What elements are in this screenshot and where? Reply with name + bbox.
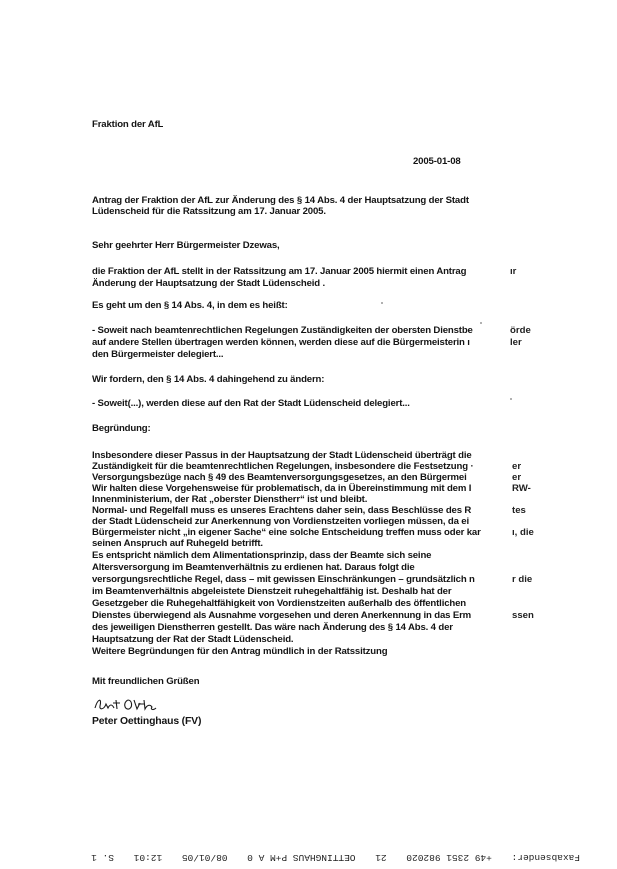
reason-line: Dienstes überwiegend als Ausnahme vorgesehen und deren Anerkennung in das Erm — [92, 610, 472, 621]
margin-fragment: ı, die — [512, 527, 534, 538]
reason-line: Weitere Begründungen für den Antrag mündlich in der Ratssitzung — [92, 646, 388, 657]
quote-margin-fragment-1: örde — [510, 325, 531, 336]
fax-number: +49 2351 982020 — [406, 852, 492, 863]
sender-line: Fraktion der AfL — [92, 119, 164, 130]
fax-sender-name: OETTINGHAUS P+M A 0 — [247, 852, 356, 863]
scan-speck — [381, 302, 383, 304]
subject-line-2: Lüdenscheid für die Ratssitzung am 17. Januar 2005. — [92, 206, 326, 217]
quote-intro: Es geht um den § 14 Abs. 4, in dem es heißt: — [92, 300, 288, 311]
reason-line: im Beamtenverhältnis abgeleistete Dienstzeit ruhegehaltfähig ist. Deshalb hat der — [92, 586, 452, 597]
reason-line: seinen Anspruch auf Ruhegeld betrifft. — [92, 538, 263, 549]
reason-line: des jeweiligen Dienstherren gestellt. Das wäre nach Änderung des § 14 Abs. 4 der — [92, 622, 453, 633]
fax-code: 21 — [375, 852, 387, 863]
reason-line: versorgungsrechtliche Regel, dass – mit gewissen Einschränkungen – grundsätzlich n — [92, 574, 475, 585]
reason-line: Hauptsatzung der Rat der Stadt Lüdenscheid. — [92, 634, 294, 645]
subject-line-1: Antrag der Fraktion der AfL zur Änderung des § 14 Abs. 4 der Hauptsatzung der Stadt — [92, 195, 469, 206]
reason-line: Es entspricht nämlich dem Alimentationsprinzip, dass der Beamte sich seine — [92, 550, 432, 561]
margin-fragment: er — [512, 472, 522, 483]
quote-margin-fragment-2: ler — [510, 337, 522, 348]
signature — [92, 694, 162, 714]
reason-line: Insbesondere dieser Passus in der Hauptsatzung der Stadt Lüdenscheid überträgt die — [92, 450, 472, 461]
signer-name: Peter Oettinghaus (FV) — [92, 716, 202, 727]
reason-line: Normal- und Regelfall muss es unseres Erachtens daher sein, dass Beschlüsse des R — [92, 505, 472, 516]
letter-date: 2005-01-08 — [413, 156, 461, 167]
margin-fragment: RW- — [512, 483, 531, 494]
fax-date: 08/01/05 — [181, 852, 228, 863]
demand-text: - Soweit(...), werden diese auf den Rat der Stadt Lüdenscheid delegiert... — [92, 398, 410, 409]
fax-sender-label: Faxabsender: — [511, 852, 580, 863]
reason-line: Innenministerium, der Rat „oberster Dienstherr“ ist und bleibt. — [92, 494, 368, 505]
reason-line: Altersversorgung im Beamtenverhältnis zu erdienen hat. Daraus folgt die — [92, 562, 415, 573]
reason-line: Wir halten diese Vorgehensweise für problematisch, da in Übereinstimmung mit dem I — [92, 483, 472, 494]
reason-line: Zuständigkeit für die beamtenrechtlichen Regelungen, insbesondere die Festsetzung · — [92, 461, 474, 472]
salutation: Sehr geehrter Herr Bürgermeister Dzewas, — [92, 240, 280, 251]
reason-line: Versorgungsbezüge nach § 49 des Beamtenversorgungsgesetzes, an den Bürgermei — [92, 472, 467, 483]
closing: Mit freundlichen Grüßen — [92, 676, 200, 687]
margin-fragment: er — [512, 461, 522, 472]
reason-line: der Stadt Lüdenscheid zur Anerkennung von Vordienstzeiten vorliegen müssen, da ei — [92, 516, 470, 527]
fax-page: S. 1 — [91, 852, 114, 863]
scan-speck — [480, 322, 482, 324]
margin-fragment: r die — [512, 574, 533, 585]
reason-line: Gesetzgeber die Ruhegehaltfähigkeit von Vordienstzeiten außerhalb des öffentlichen — [92, 598, 467, 609]
fax-time: 12:01 — [133, 852, 163, 863]
margin-fragment: ssen — [512, 610, 534, 621]
quote-line-2: auf andere Stellen übertragen werden können, werden diese auf die Bürgermeisterin ı — [92, 337, 470, 348]
reason-line: Bürgermeister nicht „in eigener Sache“ eine solche Entscheidung treffen muss oder kar — [92, 527, 481, 538]
reason-heading: Begründung: — [92, 423, 151, 434]
quote-line-3: den Bürgermeister delegiert... — [92, 349, 224, 360]
scan-speck — [510, 398, 512, 400]
intro-margin-fragment: ır — [510, 266, 517, 277]
intro-line-1: die Fraktion der AfL stellt in der Ratssitzung am 17. Januar 2005 hiermit einen Antrag — [92, 266, 467, 277]
intro-line-2: Änderung der Hauptsatzung der Stadt Lüdenscheid . — [92, 278, 326, 289]
demand-intro: Wir fordern, den § 14 Abs. 4 dahingehend zu ändern: — [92, 374, 325, 385]
fax-transmission-header — [60, 850, 580, 864]
quote-line-1: - Soweit nach beamtenrechtlichen Regelungen Zuständigkeiten der obersten Dienstbe — [92, 325, 473, 336]
margin-fragment: tes — [512, 505, 526, 516]
